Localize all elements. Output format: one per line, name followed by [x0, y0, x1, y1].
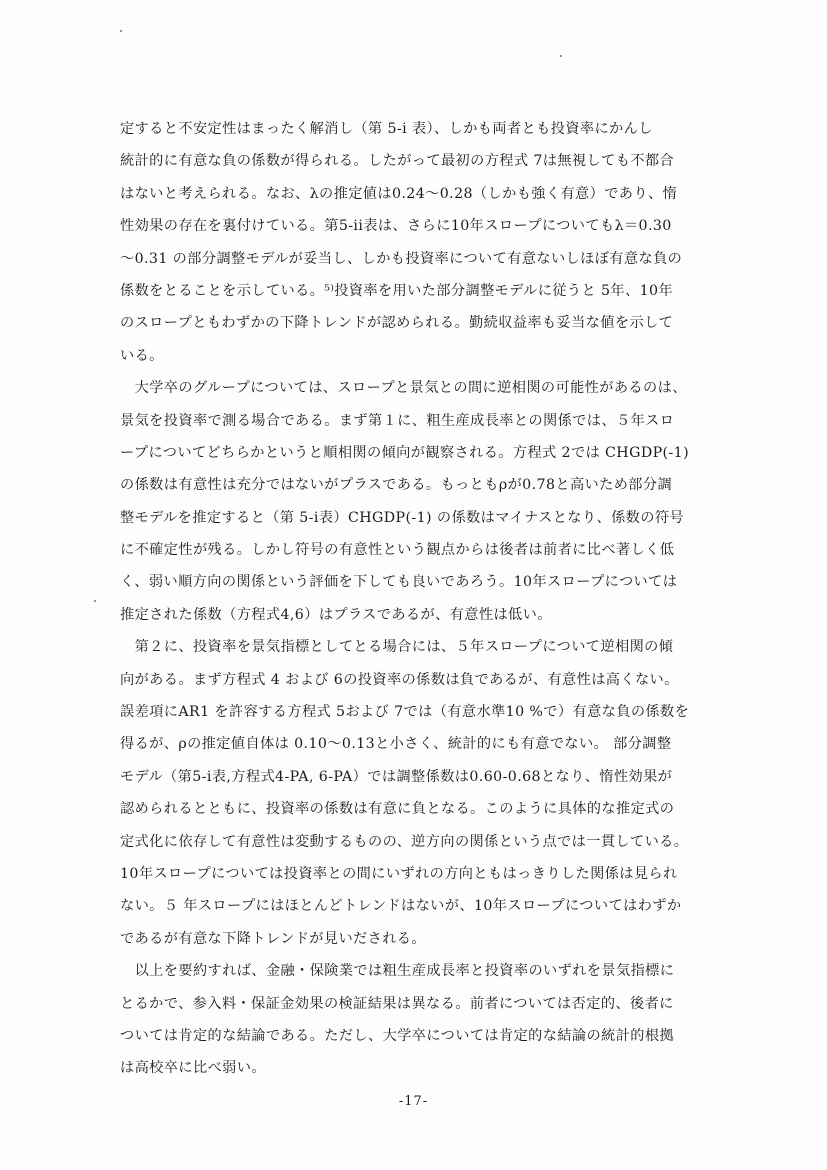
text-line: 景気を投資率で測る場合である。まず第１に、粗生産成長率との関係では、５年スロ: [120, 412, 675, 429]
text-line: 以上を要約すれば、金融・保険業では粗生産成長率と投資率のいずれを景気指標に: [120, 963, 675, 980]
text-line: いる。: [120, 347, 164, 364]
page-number: -17-: [398, 1094, 429, 1109]
text-line: く、弱い順方向の関係という評価を下しても良いであろう。10年スロープについては: [120, 574, 678, 591]
text-line: はないと考えられる。なお、λの推定値は0.24～0.28（しかも強く有意）であり、惰: [120, 185, 678, 202]
text-line: は高校卒に比べ弱い。: [120, 1060, 266, 1077]
text-line: 統計的に有意な負の係数が得られる。したがって最初の方程式 7は無視しても不都合: [120, 153, 675, 170]
text-line: 10年スロープについては投資率との間にいずれの方向ともはっきりした関係は見られ: [120, 865, 678, 882]
scan-speck: [120, 30, 122, 32]
text-line: 係数をとることを示している。⁵⁾投資率を用いた部分調整モデルに従うと 5年、10年: [120, 282, 674, 299]
text-line: 大学卒のグループについては、スロープと景気との間に逆相関の可能性があるのは、: [120, 380, 687, 397]
text-line: ～0.31 の部分調整モデルが妥当し、しかも投資率について有意ないしほぼ有意な負の: [120, 250, 683, 267]
text-line: 推定された係数（方程式4,6）はプラスであるが、有意性は低い。: [120, 606, 552, 623]
text-line: 性効果の存在を裏付けている。第5-ii表は、さらに10年スロープについてもλ＝0.30: [120, 218, 672, 235]
body-text: [120, 113, 720, 1085]
text-line: ない。５ 年スロープにはほとんどトレンドはないが、10年スロープについてはわずか: [120, 898, 682, 915]
text-line: 定式化に依存して有意性は変動するものの、逆方向の関係という点では一貫している。: [120, 833, 689, 850]
text-line: 定すると不安定性はまったく解消し（第 5-i 表）、しかも両者とも投資率にかんし: [120, 121, 653, 137]
text-line: ープについてどちらかというと順相関の傾向が観察される。方程式 2では CHGDP(-1): [120, 444, 690, 461]
text-line: に不確定性が残る。しかし符号の有意性という観点からは後者は前者に比べ著しく低: [120, 542, 675, 559]
text-line: とるかで、参入料・保証金効果の検証結果は異なる。前者については否定的、後者に: [120, 995, 674, 1012]
scan-speck: [560, 55, 562, 57]
text-line: 認められるとともに、投資率の係数は有意に負となる。このように具体的な推定式の: [120, 801, 675, 818]
text-line: のスロープともわずかの下降トレンドが認められる。勤続収益率も妥当な値を示して: [120, 315, 674, 332]
text-line: の係数は有意性は充分ではないがプラスである。もっともρが0.78と高いため部分調: [120, 477, 673, 494]
scan-speck: [94, 600, 96, 602]
text-line: モデル（第5-i表,方程式4-PA, 6-PA）では調整係数は0.60-0.68となり、惰性効果が: [120, 768, 673, 785]
text-line: 向がある。まず方程式 4 および 6の投資率の係数は負であるが、有意性は高くない。: [120, 671, 679, 688]
text-line: 得るが、ρの推定値自体は 0.10～0.13と小さく、統計的にも有意でない。 部分調整: [120, 736, 672, 753]
text-line: であるが有意な下降トレンドが見いだされる。: [120, 930, 426, 947]
text-line: 第２に、投資率を景気指標としてとる場合には、５年スロープについて逆相関の傾: [120, 639, 674, 656]
text-line: ついては肯定的な結論である。ただし、大学卒については肯定的な結論の統計的根拠: [120, 1027, 675, 1044]
text-line: 整モデルを推定すると（第 5-i表）CHGDP(-1) の係数はマイナスとなり、係数の符号: [120, 509, 685, 526]
text-line: 誤差項にAR1 を許容する方程式 5および 7では（有意水準10 %で）有意な負の係数を: [120, 704, 690, 721]
